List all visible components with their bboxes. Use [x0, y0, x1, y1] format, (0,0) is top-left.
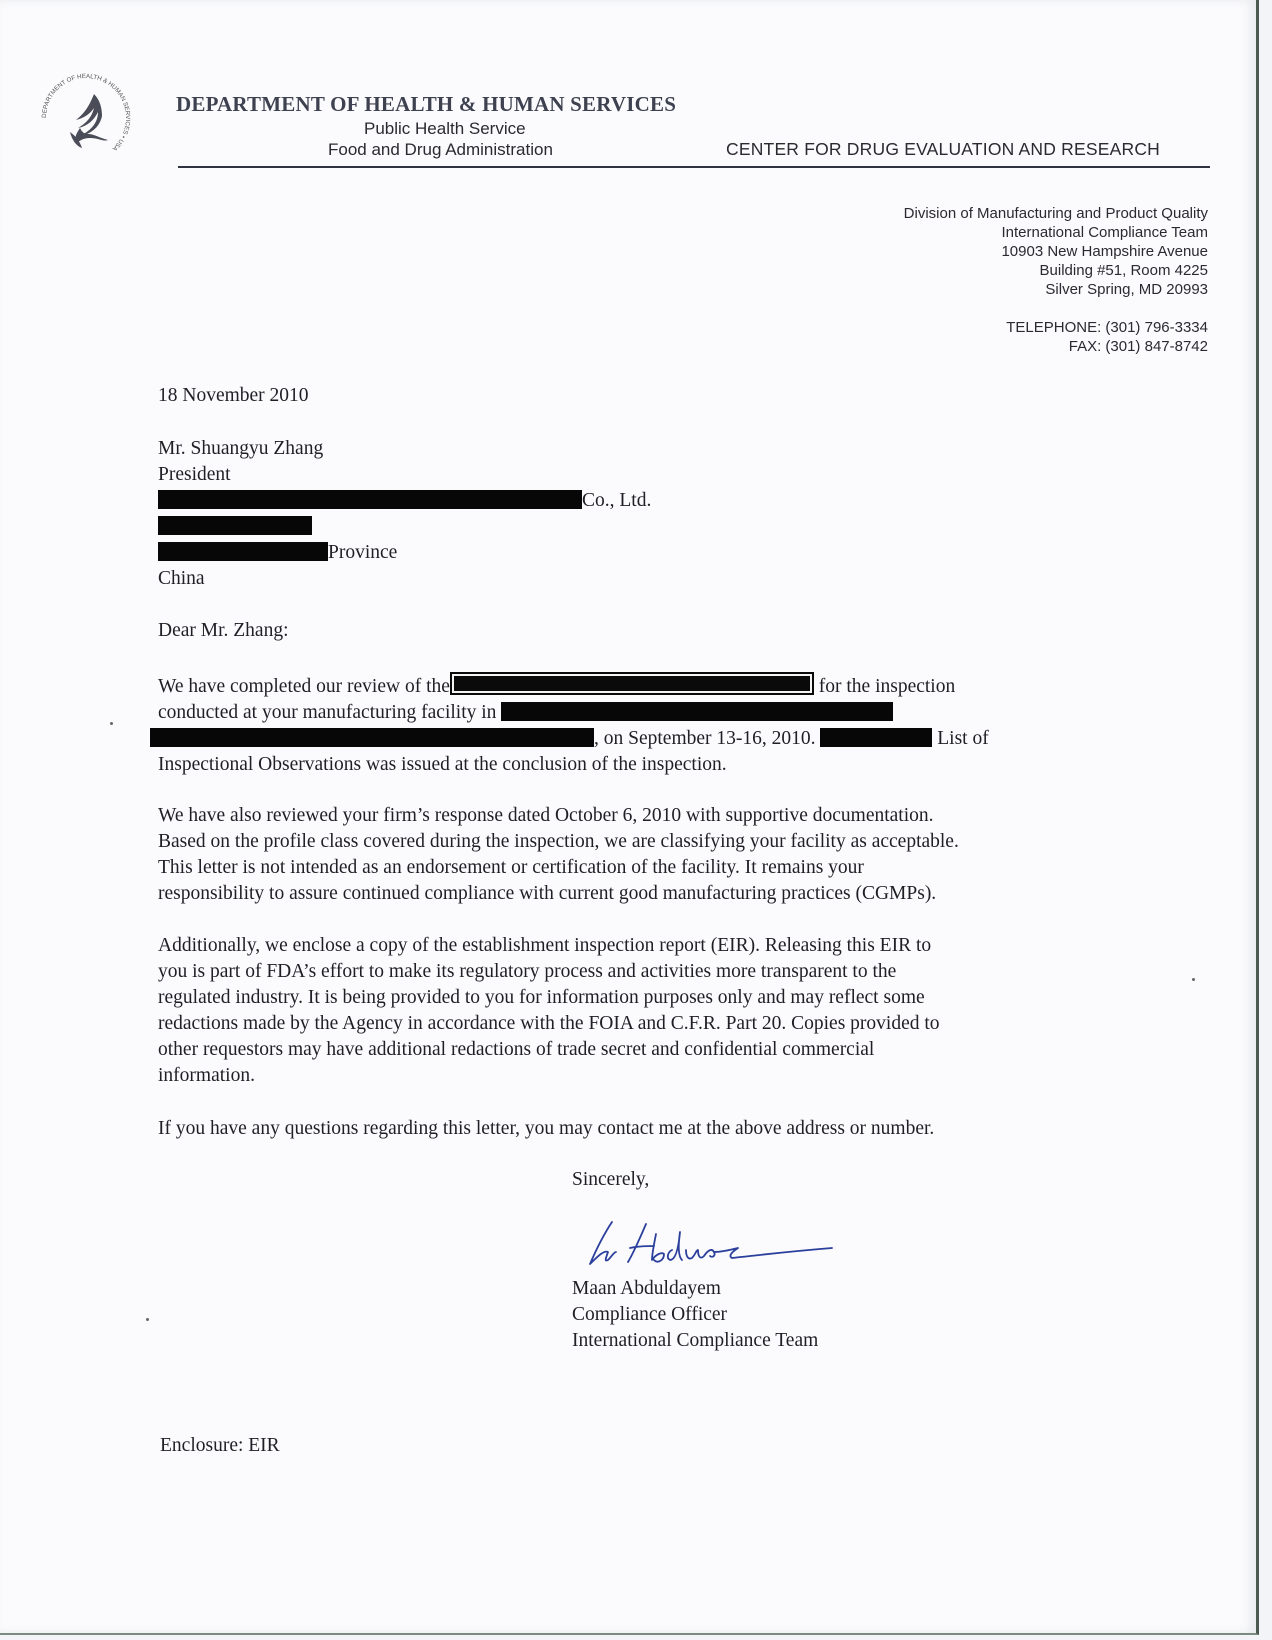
paragraph-line: Based on the profile class covered during the inspection, we are classifying your facility as acceptable.: [158, 831, 959, 852]
signer-title: Compliance Officer: [572, 1304, 728, 1325]
signature-block: [572, 1276, 818, 1354]
fax: FAX: (301) 847-8742: [1068, 338, 1208, 355]
salutation: Dear Mr. Zhang:: [158, 620, 289, 641]
center-name: CENTER FOR DRUG EVALUATION AND RESEARCH: [726, 139, 1161, 159]
hhs-eagle-seal-icon: [36, 68, 136, 168]
text-segment: conducted at your manufacturing facility in: [158, 702, 497, 723]
recipient-city: [158, 540, 651, 566]
paragraph-line: We have also reviewed your firm’s response dated October 6, 2010 with supportive documentation.: [158, 805, 934, 826]
letterhead-divider: [178, 166, 1210, 168]
paragraph-eir: [158, 933, 1118, 1089]
recipient-country: China: [158, 568, 205, 589]
paragraph-classification: [158, 803, 1118, 907]
redaction-bar: [158, 490, 582, 509]
redaction-bar: [450, 672, 814, 695]
address-line: 10903 New Hampshire Avenue: [1001, 243, 1208, 260]
paragraph-line: Additionally, we enclose a copy of the establishment inspection report (EIR). Releasing this EIR to: [158, 935, 932, 956]
recipient-name: Mr. Shuangyu Zhang: [158, 438, 324, 459]
company-suffix: Co., Ltd.: [582, 490, 652, 511]
recipient-company: [158, 488, 651, 514]
redaction-bar: [501, 702, 893, 721]
paragraph-line: redactions made by the Agency in accordance with the FOIA and C.F.R. Part 20. Copies provided to: [158, 1013, 940, 1034]
paragraph-review: [158, 672, 1118, 778]
public-health-service: Public Health Service: [364, 119, 526, 138]
recipient-title: President: [158, 464, 231, 485]
address-line: International Compliance Team: [1001, 224, 1208, 241]
paragraph-line: [158, 700, 1118, 726]
text-segment: for the inspection: [813, 676, 956, 697]
paragraph-line: If you have any questions regarding this letter, you may contact me at the above address or number.: [158, 1118, 935, 1139]
enclosure-note: Enclosure: EIR: [160, 1435, 280, 1456]
address-line: Division of Manufacturing and Product Quality: [903, 205, 1208, 222]
seal-text: DEPARTMENT OF HEALTH & HUMAN SERVICES • USA: [40, 72, 132, 152]
scan-speck: [146, 1318, 149, 1321]
scan-speck: [1192, 978, 1195, 981]
paragraph-line: responsibility to assure continued compliance with current good manufacturing practices (CGMPs).: [158, 883, 937, 904]
text-segment: We have completed our review of the: [158, 676, 450, 697]
paragraph-line: Inspectional Observations was issued at the conclusion of the inspection.: [158, 754, 727, 775]
paragraph-questions: [158, 1116, 1118, 1142]
redaction-bar: [150, 728, 594, 747]
scan-speck: [110, 722, 113, 725]
handwritten-signature: [582, 1212, 842, 1272]
letter-date: 18 November 2010: [158, 385, 309, 406]
redaction-bar: [158, 516, 312, 535]
paragraph-line: This letter is not intended as an endorsement or certification of the facility. It remains your: [158, 857, 864, 878]
signer-team: International Compliance Team: [572, 1330, 819, 1351]
telephone: TELEPHONE: (301) 796-3334: [1006, 319, 1208, 336]
paragraph-line: information.: [158, 1065, 255, 1086]
department-heading: DEPARTMENT OF HEALTH & HUMAN SERVICES: [176, 92, 677, 116]
address-line: Building #51, Room 4225: [1039, 262, 1208, 279]
text-segment: List of: [932, 728, 989, 749]
signer-name: Maan Abduldayem: [572, 1278, 721, 1299]
closing: Sincerely,: [572, 1169, 650, 1190]
redaction-bar: [820, 728, 932, 747]
province-suffix: Province: [328, 542, 398, 563]
return-address: [904, 204, 1208, 299]
paragraph-line: [150, 726, 1118, 752]
paragraph-line: you is part of FDA’s effort to make its regulatory process and activities more transparent to the: [158, 961, 897, 982]
redaction-bar: [158, 542, 328, 561]
paragraph-line: other requestors may have additional redactions of trade secret and confidential commercial: [158, 1039, 875, 1060]
food-and-drug-administration: Food and Drug Administration: [328, 140, 553, 159]
paragraph-line: regulated industry. It is being provided to you for information purposes only and may reflect some: [158, 987, 925, 1008]
recipient-street: [158, 514, 651, 540]
address-line: Silver Spring, MD 20993: [1045, 281, 1208, 298]
contact-info: [1006, 318, 1208, 356]
recipient-block: [158, 436, 651, 592]
text-segment: , on September 13-16, 2010.: [594, 728, 816, 749]
paragraph-line: [158, 672, 1118, 700]
